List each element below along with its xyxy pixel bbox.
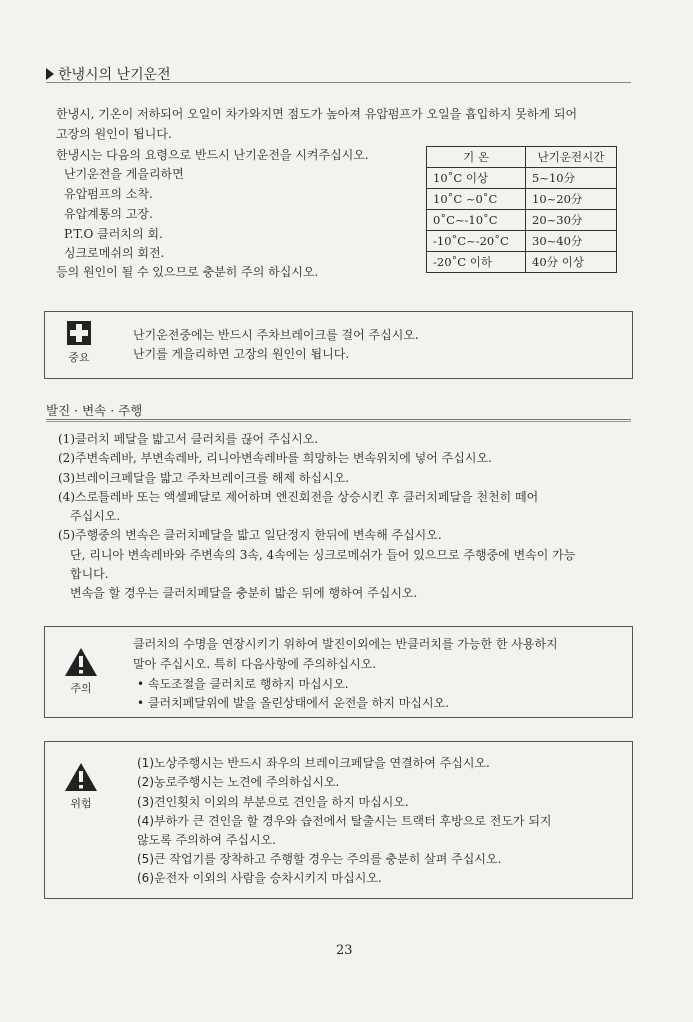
notice-line: 난기운전중에는 반드시 주차브레이크를 걸어 주십시오. bbox=[133, 328, 419, 342]
list-item: (1)클러치 페달을 밟고서 클러치를 끊어 주십시오. bbox=[58, 432, 319, 446]
intro-closing: 등의 원인이 될 수 있으므로 충분히 주의 하십시오. bbox=[56, 265, 319, 279]
table-row bbox=[427, 168, 617, 189]
table-header-cell: 난기운전시간 bbox=[526, 147, 617, 168]
list-item: 변속을 할 경우는 클러치페달을 충분히 밟은 뒤에 행하여 주십시오. bbox=[70, 586, 418, 601]
time-cell: 5~10分 bbox=[526, 168, 617, 189]
caution-label: 주의 bbox=[70, 682, 92, 695]
danger-notice-box bbox=[44, 741, 633, 899]
time-cell: 10~20分 bbox=[526, 189, 617, 210]
notice-line: (6)운전자 이외의 사람을 승차시키지 마십시오. bbox=[137, 871, 382, 885]
danger-badge bbox=[61, 762, 101, 811]
time-cell: 30~40分 bbox=[526, 231, 617, 252]
intro-line: 한냉시는 다음의 요령으로 반드시 난기운전을 시켜주십시오. bbox=[56, 148, 369, 162]
time-cell: 40分 이상 bbox=[526, 252, 617, 273]
list-item: 단, 리니아 변속레바와 주변속의 3속, 4속에는 싱크로메쉬가 들어 있으므로 주행중에 변속이 가능 bbox=[70, 547, 576, 562]
section-rule bbox=[46, 419, 631, 420]
page-number: 23 bbox=[336, 943, 353, 958]
notice-line: 난기를 게을리하면 고장의 원인이 됩니다. bbox=[133, 347, 350, 361]
steps-list bbox=[58, 430, 575, 604]
list-item: (3)브레이크페달을 밟고 주차브레이크를 해제 하십시오. bbox=[58, 470, 350, 485]
intro-item: 난기운전을 게을리하면 bbox=[64, 167, 184, 181]
notice-line: (2)농로주행시는 노견에 주의하십시오. bbox=[137, 775, 340, 789]
notice-line: 클러치의 수명을 연장시키기 위하여 발진이외에는 반클러치를 가능한 한 사용하지 bbox=[133, 637, 558, 651]
temp-cell: 10˚C ~0˚C bbox=[427, 189, 526, 210]
notice-line: • 클러치페달위에 발을 올린상태에서 운전을 하지 마십시오. bbox=[137, 696, 449, 710]
important-badge bbox=[59, 320, 99, 365]
intro-item: 싱크로메쉬의 회전. bbox=[64, 246, 165, 260]
warmup-time-table bbox=[426, 146, 617, 273]
list-item: (5)주행중의 변속은 클러치페달을 밟고 일단정지 한뒤에 변속해 주십시오. bbox=[58, 528, 442, 543]
intro-item: P.T.O 클러치의 회. bbox=[64, 227, 163, 241]
danger-label: 위험 bbox=[70, 797, 92, 810]
caution-badge bbox=[61, 647, 101, 696]
notice-line: 말아 주십시오. 특히 다음사항에 주의하십시오. bbox=[133, 657, 377, 671]
section2-heading: 발진 · 변속 · 주행 bbox=[46, 403, 143, 418]
intro-line: 한냉시, 기온이 저하되어 오일이 차가와지면 점도가 높아져 유압펌프가 오일을 흡입하지 못하게 되어 bbox=[56, 107, 578, 121]
list-item: 주십시오. bbox=[70, 509, 121, 524]
intro-item: 유압계통의 고장. bbox=[64, 207, 153, 221]
notice-line: (5)큰 작업기를 장착하고 주행할 경우는 주의를 충분히 살펴 주십시오. bbox=[137, 852, 502, 866]
intro-line: 고장의 원인이 됩니다. bbox=[56, 127, 172, 141]
warning-icon bbox=[64, 762, 98, 792]
warning-icon bbox=[64, 647, 98, 677]
list-item: (4)스로틀레바 또는 액셀페달로 제어하며 엔진회전을 상승시킨 후 클러치페달을 천천히 떼어 bbox=[58, 489, 539, 504]
important-notice-box bbox=[44, 311, 633, 379]
list-item: (2)주변속레바, 부변속레바, 리니아변속레바를 희망하는 변속위치에 넣어 주십시오. bbox=[58, 451, 492, 466]
heading-rule bbox=[46, 82, 631, 83]
temp-cell: -20˚C 이하 bbox=[427, 252, 526, 273]
notice-line: (1)노상주행시는 반드시 좌우의 브레이크페달을 연결하여 주십시오. bbox=[137, 756, 490, 770]
caution-notice-box bbox=[44, 626, 633, 718]
section-rule bbox=[46, 421, 631, 422]
table-header-row bbox=[427, 147, 617, 168]
important-label: 중요 bbox=[68, 351, 90, 364]
temp-cell: 10˚C 이상 bbox=[427, 168, 526, 189]
notice-line: (4)부하가 큰 견인을 할 경우와 습전에서 탈출시는 트랙터 후방으로 전도가 되지 bbox=[137, 814, 552, 828]
triangle-bullet-icon bbox=[46, 68, 54, 80]
temp-cell: -10˚C~-20˚C bbox=[427, 231, 526, 252]
table-row bbox=[427, 252, 617, 273]
table-row bbox=[427, 189, 617, 210]
time-cell: 20~30分 bbox=[526, 210, 617, 231]
table-header-cell: 기 온 bbox=[427, 147, 526, 168]
intro-item: 유압펌프의 소착. bbox=[64, 187, 153, 201]
notice-line: 않도록 주의하여 주십시오. bbox=[137, 833, 276, 847]
notice-line: (3)견인횟치 이외의 부분으로 견인을 하지 마십시오. bbox=[137, 795, 409, 809]
section-heading: 한냉시의 난기운전 bbox=[46, 64, 171, 84]
notice-line: • 속도조절을 클러치로 행하지 마십시오. bbox=[137, 677, 349, 691]
list-item: 합니다. bbox=[70, 567, 109, 582]
temp-cell: 0˚C~-10˚C bbox=[427, 210, 526, 231]
table-row bbox=[427, 210, 617, 231]
cross-icon bbox=[66, 320, 92, 346]
table-row bbox=[427, 231, 617, 252]
